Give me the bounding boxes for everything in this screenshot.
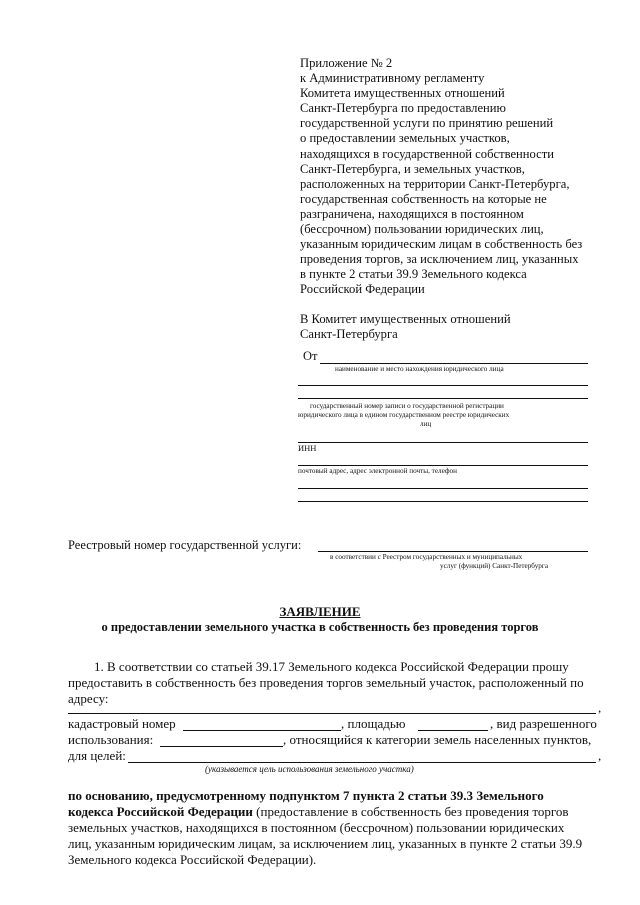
appendix-line: разграничена, находящихся в постоянном — [300, 206, 524, 221]
area-field[interactable] — [418, 730, 488, 731]
contact-field-2[interactable] — [298, 488, 588, 489]
area-label: , площадью — [341, 716, 406, 731]
appendix-line: проведения торгов, за исключением лиц, указанных — [300, 252, 579, 267]
appendix-line: о предоставлении земельных участков, — [300, 131, 510, 146]
appendix-line: (бессрочном) пользовании юридических лиц, — [300, 222, 544, 237]
basis-line-5: Земельного кодекса Российской Федерации). — [68, 852, 317, 867]
permitted-use-label: , вид разрешенного — [490, 716, 597, 731]
inn-field[interactable] — [298, 442, 588, 443]
from-label: От — [303, 349, 318, 363]
basis-line-1: по основанию, предусмотренному подпунктом 7 пункта 2 статьи 39.3 Земельного — [68, 788, 544, 803]
cadastral-label: кадастровый номер — [68, 716, 176, 731]
address-comma: , — [598, 700, 602, 715]
appendix-line: Приложение № 2 — [300, 56, 393, 70]
addressee-line-2: Санкт-Петербурга — [300, 327, 398, 341]
document-title: ЗАЯВЛЕНИЕ — [279, 604, 361, 619]
appendix-line: в пункте 2 статьи 39.9 Земельного кодекса — [300, 267, 527, 282]
registration-caption-1: государственный номер записи о государственной регистрации — [310, 402, 504, 410]
registration-caption-2: юридического лица в едином государственном реестре юридических — [298, 411, 510, 419]
registration-caption-3: лиц — [420, 420, 432, 428]
registry-caption-1: в соответствии с Реестром государственных и муниципальных — [330, 553, 523, 561]
permitted-use-field[interactable] — [160, 746, 283, 747]
purpose-caption: (указывается цель использования земельного участка) — [205, 764, 414, 774]
clause1-line-2: предоставить в собственность без проведения торгов земельный участок, расположенный по — [68, 675, 584, 690]
basis-line-2-rest: (предоставление в собственность без проведения торгов — [252, 804, 569, 819]
appendix-line: Санкт-Петербурга по предоставлению — [300, 101, 506, 116]
category-text: , относящийся к категории земель населенных пунктов, — [283, 732, 592, 747]
from-name-field[interactable] — [320, 363, 588, 364]
appendix-line: государственная собственность на которые не — [300, 191, 547, 206]
clause1-line-3: адресу: — [68, 691, 109, 706]
inn-label: ИНН — [298, 443, 317, 453]
registry-caption-2: услуг (функций) Санкт-Петербурга — [440, 562, 549, 570]
contact-field-3[interactable] — [298, 501, 588, 502]
appendix-line: Российской Федерации — [300, 282, 425, 297]
basis-line-4: лиц, указанным юридическим лицам, за исключением лиц, указанных в пункте 2 статьи 39.9 — [68, 836, 583, 851]
from-name-field-2[interactable] — [298, 385, 588, 386]
document-subtitle: о предоставлении земельного участка в собственность без проведения торгов — [101, 620, 539, 634]
basis-line-3: земельных участков, находящихся в постоянном (бессрочном) пользовании юридических — [68, 820, 565, 835]
basis-line-2 — [68, 804, 569, 820]
appendix-line: к Административному регламенту — [300, 71, 485, 86]
appendix-line: государственной услуги по принятию решений — [300, 116, 554, 131]
purpose-label: для целей: — [68, 748, 126, 763]
basis-line-2-bold: кодекса Российской Федерации — [68, 804, 253, 819]
appendix-line: указанным юридическим лицам в собственность без — [300, 237, 583, 252]
appendix-line: Комитета имущественных отношений — [300, 86, 505, 101]
registry-label: Реестровый номер государственной услуги: — [68, 538, 302, 552]
addressee-line-1: В Комитет имущественных отношений — [300, 312, 511, 326]
addressee — [300, 312, 511, 342]
cadastral-number-field[interactable] — [183, 730, 341, 731]
contact-field[interactable] — [298, 465, 588, 466]
registry-number-field[interactable] — [318, 551, 588, 552]
appendix-line: Санкт-Петербурга, и земельных участков, — [300, 161, 525, 176]
purpose-comma: , — [598, 748, 602, 763]
address-field[interactable] — [68, 713, 596, 714]
appendix-line: находящихся в государственной собственности — [300, 146, 554, 161]
contact-caption: почтовый адрес, адрес электронной почты, телефон — [298, 467, 457, 475]
from-name-caption: наименование и место нахождения юридического лица — [335, 365, 504, 373]
clause1-line-1: 1. В соответствии со статьей 39.17 Земельного кодекса Российской Федерации прошу — [94, 659, 569, 674]
usage-label: использования: — [68, 732, 154, 747]
registration-number-field[interactable] — [298, 398, 588, 399]
appendix-header — [300, 56, 582, 298]
purpose-field[interactable] — [128, 762, 596, 763]
appendix-line: расположенных на территории Санкт-Петербурга, — [300, 176, 570, 191]
